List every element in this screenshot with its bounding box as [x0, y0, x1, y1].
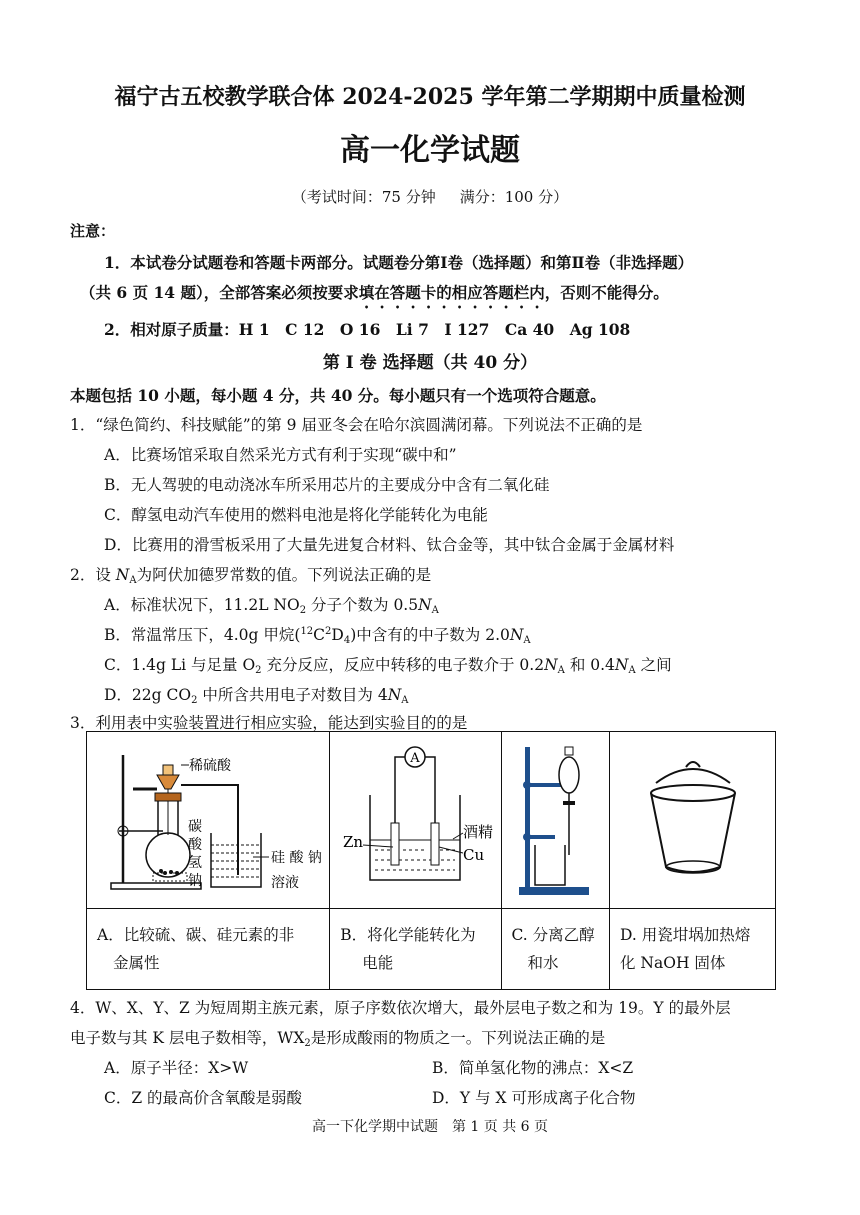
q1-option-d: D．比赛用的滑雪板采用了大量先进复合材料、钛合金等，其中钛合金属于金属材料: [104, 536, 675, 554]
q2-option-d: [104, 683, 408, 706]
q3-apparatus-a: [87, 732, 330, 909]
q3-caption-b: [330, 909, 501, 990]
q2-b-na: N: [509, 626, 524, 644]
q2-b-na-sub: A: [523, 635, 531, 646]
exam-header-title: 福宁古五校教学联合体 2024-2025 学年第二学期期中质量检测: [114, 84, 746, 110]
q2-b-sub4: 4: [343, 635, 351, 646]
label-nahco3-2: 酸: [188, 837, 203, 853]
crucible-apparatus: [618, 735, 768, 905]
q3-apparatus-b: [330, 732, 501, 909]
q4-stem2-sub: 2: [304, 1038, 311, 1049]
exam-time: （考试时间：75 分钟: [291, 188, 436, 206]
q2-d-pre: D．22g CO: [104, 686, 192, 704]
q3-caption-a-line2: 金属性: [113, 954, 160, 972]
q2-b-post: )中含有的中子数为 2.0: [350, 626, 510, 644]
q1-stem: 1．“绿色简约、科技赋能”的第 9 届亚冬会在哈尔滨圆满闭幕。下列说法不正确的是: [70, 416, 643, 434]
q4-option-b: B．简单氢化物的沸点：X<Z: [432, 1059, 634, 1077]
q2-option-b: [104, 623, 531, 646]
q2-c-na2: N: [614, 656, 629, 674]
q1-option-c: C．醇氢电动汽车使用的燃料电池是将化学能转化为电能: [104, 506, 488, 524]
q2-c-mid2: 和 0.4: [569, 656, 615, 674]
exam-subject-title: 高一化学试题: [340, 133, 520, 168]
notice-item-1b: [80, 281, 669, 312]
exam-meta: [0, 186, 860, 207]
q2-b-c: C: [313, 626, 326, 644]
q2-na-sub: A: [129, 575, 137, 586]
q3-caption-a: [87, 909, 330, 990]
q2-d-mid: 中所含共用电子对数目为 4: [202, 686, 388, 704]
section-instructions: 本题包括 10 小题，每小题 4 分，共 40 分。每小题只有一个选项符合题意。: [70, 386, 606, 405]
q4-option-a: A．原子半径：X>W: [104, 1059, 249, 1077]
q2-stem-post: 为阿伏加德罗常数的值。下列说法正确的是: [136, 566, 432, 584]
q3-caption-d: [610, 909, 776, 990]
q2-b-pre: B．常温常压下，4.0g 甲烷(: [104, 626, 301, 644]
page-footer: 高一下化学期中试题 第 1 页 共 6 页: [311, 1119, 549, 1135]
q2-c-pre: C．1.4g Li 与足量 O: [104, 656, 256, 674]
separatory-funnel-apparatus: [505, 735, 605, 905]
q2-d-na: N: [387, 686, 402, 704]
notice-heading: 注意：: [70, 222, 116, 240]
q4-option-c: C．Z 的最高价含氧酸是弱酸: [104, 1089, 303, 1107]
q4-stem2-post: 是形成酸雨的物质之一。下列说法正确的是: [310, 1029, 606, 1047]
q3-caption-c: [501, 909, 610, 990]
q4-option-d: D．Y 与 X 可形成离子化合物: [432, 1089, 636, 1107]
label-nahco3-1: 碳: [188, 819, 203, 835]
label-silicate: 硅 酸 钠: [271, 850, 322, 866]
q3-caption-b-line2: 电能: [362, 954, 394, 972]
q3-caption-d-line1: D. 用瓷坩埚加热熔: [620, 926, 751, 944]
q3-caption-c-line2: 和水: [527, 954, 559, 972]
q3-caption-d-line2: 化 NaOH 固体: [620, 954, 726, 972]
zn-label: Zn: [343, 833, 364, 851]
galvanic-cell-apparatus: [335, 735, 495, 905]
q2-na: N: [115, 566, 130, 584]
q2-b-d: D: [331, 626, 344, 644]
q2-a-na: N: [418, 596, 432, 614]
q4-stem2-pre: 电子数与其 K 层电子数相等，WX: [70, 1029, 305, 1047]
q2-b-sup12: 12: [300, 626, 314, 637]
q2-stem-pre: 2．设: [70, 566, 116, 584]
q2-a-pre: A．标准状况下，11.2L NO: [104, 596, 300, 614]
q2-c-mid: 充分反应，反应中转移的电子数介于 0.2: [266, 656, 545, 674]
q2-d-sub: 2: [191, 695, 198, 706]
full-score: 满分：100 分）: [459, 188, 569, 206]
q2-c-post: 之间: [640, 656, 672, 674]
q1-option-b: B．无人驾驶的电动浇冰车所采用芯片的主要成分中含有二氧化硅: [104, 476, 550, 494]
q2-option-c: [104, 653, 672, 676]
label-dilute-acid: 稀硫酸: [189, 758, 232, 774]
q3-apparatus-d: [610, 732, 776, 909]
section-title: 第 I 卷 选择题（共 40 分）: [322, 353, 538, 373]
q3-caption-a-line1: A．比较硫、碳、硅元素的非: [97, 926, 295, 944]
label-solution: 溶液: [271, 875, 300, 891]
q2-option-a: [104, 593, 439, 616]
q3-experiment-table: [86, 731, 776, 990]
q2-c-sub: 2: [255, 665, 262, 676]
q2-a-na-sub: A: [431, 605, 439, 616]
q2-d-na-sub: A: [401, 695, 409, 706]
q2-c-na2-sub: A: [628, 665, 636, 676]
q3-caption-c-line1: C. 分离乙醇: [511, 926, 595, 944]
q4-stem-line2: [70, 1026, 605, 1049]
q3-stem: 3．利用表中实验装置进行相应实验，能达到实验目的的是: [70, 714, 468, 732]
cu-label: Cu: [463, 846, 485, 864]
notice-item-2: 2．相对原子质量：H 1 C 12 O 16 Li 7 I 127 Ca 40 Ag 108: [104, 320, 631, 339]
q2-c-na1-sub: A: [557, 665, 565, 676]
q3-apparatus-c: [501, 732, 610, 909]
alcohol-label: 酒精: [463, 823, 494, 841]
q4-stem-line1: 4．W、X、Y、Z 为短周期主族元素，原子序数依次增大，最外层电子数之和为 19。Y 的最外层: [70, 999, 731, 1017]
notice-item-1b-plain: （共 6 页 14 题），全部答案必须按要求: [80, 283, 359, 302]
notice-item-1b-end: ，否则不能得分。: [544, 283, 669, 302]
q2-b-sup2: 2: [325, 626, 332, 637]
q2-a-sub: 2: [299, 605, 307, 616]
q2-stem: [70, 563, 431, 586]
q2-c-na1: N: [544, 656, 558, 674]
notice-item-1b-dotted: 填在答题卡的相应答题栏内: [358, 283, 545, 302]
label-nahco3-4: 钠: [188, 873, 203, 889]
ammeter-label: A: [410, 751, 421, 766]
acid-strength-apparatus: [93, 735, 323, 905]
q3-caption-b-line1: B．将化学能转化为: [340, 926, 476, 944]
label-nahco3-3: 氢: [188, 855, 203, 871]
q1-option-a: A．比赛场馆采取自然采光方式有利于实现“碳中和”: [104, 446, 457, 464]
notice-item-1a: 1．本试卷分试题卷和答题卡两部分。试题卷分第Ⅰ卷（选择题）和第Ⅱ卷（非选择题）: [104, 253, 694, 272]
q2-a-mid: 分子个数为 0.5: [311, 596, 419, 614]
